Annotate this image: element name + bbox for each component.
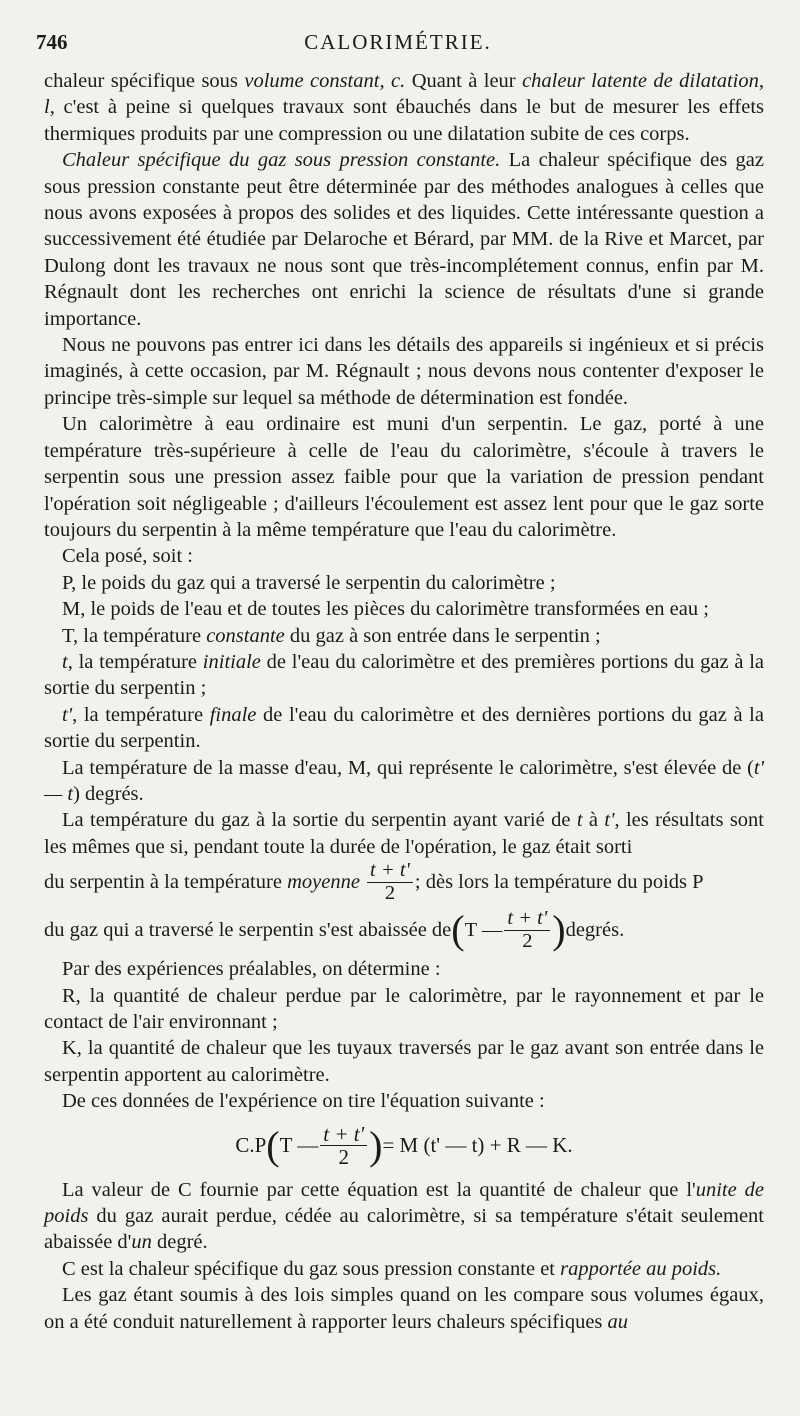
p7-italic-2: t' xyxy=(604,809,615,832)
definition-T xyxy=(44,623,764,649)
p14-text: Les gaz étant soumis à des lois simples quand on les compare sous volumes égaux, on a été conduit naturellement à rapporter leurs chaleurs spécifiques xyxy=(44,1284,764,1333)
p6-text: La température de la masse d'eau, M, qui représente le calorimètre, s'est élevée de ( xyxy=(62,756,754,779)
def-T-italic: constante xyxy=(206,624,285,647)
eq-fraction-numerator: t + t' xyxy=(320,1123,367,1146)
p13-text: C est la chaleur spécifique du gaz sous pression constante et xyxy=(62,1257,561,1280)
p7-text: La température du gaz à la sortie du serpentin ayant varié de xyxy=(62,809,577,832)
def-t-symbol: t xyxy=(62,650,68,673)
p7-text-3: , les résultats sont les mêmes que si, pendant toute la durée de l'opération, le gaz était sorti xyxy=(44,809,764,858)
paragraph-4: Un calorimètre à eau ordinaire est muni d'un serpentin. Le gaz, porté à une température très-supérieure à celle de l'eau du calorimètre, s'écoule à travers le serpentin sous une pression assez faible pour que la variation de pression pendant l'opération soit négligeable ; d'ailleurs l'écoulement est assez lent pour que le gaz sorte toujours du serpentin à la même température que l'eau du calorimètre. xyxy=(44,413,764,541)
def-tp-text: , la température xyxy=(72,703,210,726)
p12-text-2: du gaz aurait perdue, cédée au calorimètre, si sa température s'était seulement abaissée d' xyxy=(44,1205,764,1254)
close-paren: ) xyxy=(552,907,566,953)
def-T-text: T, la température xyxy=(62,624,207,647)
open-paren: ( xyxy=(451,907,465,953)
definition-P: P, le poids du gaz qui a traversé le serpentin du calorimètre ; xyxy=(62,571,556,594)
p7l2-text-2: ; dès lors la température du poids P xyxy=(414,870,704,893)
definition-R: R, la quantité de chaleur perdue par le calorimètre, par le rayonnement et par le contact de l'air environnant ; xyxy=(44,984,764,1033)
def-tp-text-2: de l'eau du calorimètre et des dernières portions du gaz à la sortie du serpentin. xyxy=(44,703,764,753)
fraction-denominator: 2 xyxy=(522,929,533,952)
p12-italic-2: un xyxy=(131,1231,152,1254)
paragraph-13 xyxy=(44,1256,764,1282)
definition-t xyxy=(44,649,764,702)
p12-text: La valeur de C fournie par cette équation est la quantité de chaleur que l' xyxy=(62,1178,696,1201)
p14-italic: au xyxy=(607,1310,629,1333)
paragraph-7-line-3 xyxy=(44,904,764,956)
p7l3-text-2: degrés. xyxy=(565,918,625,941)
p6-text-2: ) degrés. xyxy=(73,782,144,805)
paragraph-2 xyxy=(44,147,764,332)
fraction-mean-2 xyxy=(504,908,550,952)
paragraph-14 xyxy=(44,1282,764,1335)
p7l3-T: T — xyxy=(464,918,503,941)
eq-right: = M (t' — t) + R — K. xyxy=(382,1133,573,1158)
fraction-denominator: 2 xyxy=(384,881,396,904)
p7-italic: t xyxy=(576,809,583,832)
p13-italic: rapportée au poids. xyxy=(560,1257,722,1280)
p6-italic: t' — t xyxy=(44,756,764,805)
definition-K: K, la quantité de chaleur que les tuyaux traversés par le gaz avant son entrée dans le serpentin apportent au calorimètre. xyxy=(44,1037,764,1086)
paragraph-12 xyxy=(44,1177,764,1256)
p1-text-3: c'est à peine si quelques travaux sont ébauchés dans le but de mesurer les effets thermiques produits par une compression ou une dilatation subite de ces corps. xyxy=(44,96,764,145)
paragraph-1 xyxy=(44,68,764,147)
paragraph-8: Par des expériences préalables, on détermine : xyxy=(62,958,441,981)
definition-t-prime xyxy=(44,702,764,755)
paragraph-5: Cela posé, soit : xyxy=(62,545,193,568)
def-tp-italic: finale xyxy=(209,703,257,726)
section-title: Chaleur spécifique du gaz sous pression constante. xyxy=(62,149,501,172)
paragraph-3: Nous ne pouvons pas entrer ici dans les détails des appareils si ingénieux et si précis imaginés, à cette occasion, par M. Régnault ; nous devons nous contenter d'exposer le principe très-simple sur lequel sa méthode de détermination est fondée. xyxy=(44,334,764,409)
paragraph-6 xyxy=(44,755,764,808)
p7l2-text: du serpentin à la température xyxy=(44,870,282,893)
eq-left: C.P xyxy=(235,1133,267,1158)
def-t-text-2: de l'eau du calorimètre et des premières portions du gaz à la sortie du serpentin ; xyxy=(44,650,764,700)
page-number: 746 xyxy=(36,30,68,54)
def-t-text: , la température xyxy=(67,650,203,673)
p1-text-2: Quant à leur xyxy=(405,70,523,92)
p12-text-3: degré. xyxy=(151,1231,208,1254)
def-t-italic: initiale xyxy=(202,650,261,673)
fraction-numerator: t + t' xyxy=(504,908,550,931)
running-title: CALORIMÉTRIE. xyxy=(304,30,492,54)
def-T-text-2: du gaz à son entrée dans le serpentin ; xyxy=(284,624,601,647)
p2-text: La chaleur spécifique des gaz sous pression constante peut être déterminée par des méthodes analogues à celles que nous avons exposées à propos des solides et des liquides. Cette intéressante question a successivement été étudiée par Delaroche et Bérard, par MM. de la Rive et Marcet, par Dulong dont les travaux ne nous sont que très-incomplétement connus, enfin par M. Régnault dont les recherches ont enrichi la science de résultats d'une si grande importance. xyxy=(44,149,764,330)
eq-fraction-denominator: 2 xyxy=(338,1145,349,1170)
p7l2-italic: moyenne xyxy=(287,870,360,893)
fraction-mean xyxy=(367,860,413,904)
definition-M: M, le poids de l'eau et de toutes les pièces du calorimètre transformées en eau ; xyxy=(62,598,709,621)
page-body xyxy=(44,68,764,1335)
eq-open-paren: ( xyxy=(266,1122,280,1168)
p7-text-2: à xyxy=(582,809,605,832)
p1-text: chaleur spécifique sous xyxy=(44,70,245,92)
eq-fraction xyxy=(320,1123,367,1168)
main-equation xyxy=(44,1115,764,1177)
p7l3-text: du gaz qui a traversé le serpentin s'est abaissée de xyxy=(44,918,452,941)
page-header xyxy=(36,30,760,66)
p1-italic: volume constant, c. xyxy=(244,70,406,92)
paragraph-7-line-2 xyxy=(44,860,764,904)
eq-T: T — xyxy=(279,1133,319,1158)
paragraph-7 xyxy=(44,807,764,860)
p12-italic: unite de poids xyxy=(44,1178,764,1228)
eq-close-paren: ) xyxy=(369,1122,383,1168)
fraction-numerator: t + t' xyxy=(367,860,413,883)
def-tp-symbol: t' xyxy=(62,703,73,726)
p1-italic-2: chaleur latente de dilatation, l, xyxy=(44,70,765,119)
paragraph-11: De ces données de l'expérience on tire l'équation suivante : xyxy=(62,1090,545,1113)
